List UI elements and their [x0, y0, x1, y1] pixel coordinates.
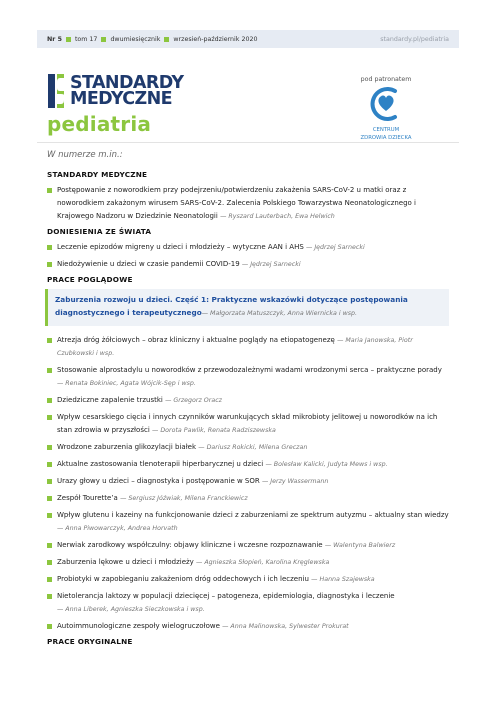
- toc-entry[interactable]: [47, 556, 449, 569]
- intro-text: W numerze m.in.:: [47, 150, 123, 160]
- header-divider: [37, 142, 459, 143]
- entry-authors: — Walentyna Balwierz: [324, 542, 396, 549]
- journal-subtitle: pediatria: [47, 112, 152, 136]
- patron-name-line-1: CENTRUM: [372, 127, 400, 133]
- toc-entry[interactable]: [47, 458, 449, 471]
- toc-entry[interactable]: [47, 364, 449, 390]
- patronage-block: [352, 76, 420, 142]
- logo-line-2: MEDYCZNE: [70, 89, 173, 109]
- entry-title: Stosowanie alprostadylu u noworodków z przewodozależnymi wadami wrodzonymi serca – praktyczne porady: [57, 366, 442, 374]
- toc-entry[interactable]: [47, 241, 449, 254]
- toc-entry[interactable]: [47, 411, 449, 437]
- entry-authors: — Anna Malinowska, Sylwester Prokurat: [222, 623, 349, 630]
- frequency: dwumiesięcznik: [110, 35, 161, 43]
- entry-authors: — Anna Liberek, Agnieszka Sieczkowska i wsp.: [57, 606, 205, 613]
- section-title-doniesienia: DONIESIENIA ZE ŚWIATA: [47, 227, 152, 236]
- green-square-icon: [164, 37, 169, 42]
- toc-entry[interactable]: [47, 620, 449, 633]
- featured-article[interactable]: [45, 289, 449, 326]
- entry-title: Wrodzone zaburzenia glikozylacji białek: [57, 443, 197, 451]
- entry-authors: — Bolesław Kalicki, Judyta Mews i wsp.: [265, 461, 388, 468]
- issue-info: [47, 36, 257, 43]
- entry-title: Nietolerancja laktozy w populacji dziecięcej – patogeneza, epidemiologia, diagnostyka i leczenie: [57, 592, 395, 600]
- section-title-prace-oryginalne: PRACE ORYGINALNE: [47, 637, 133, 646]
- entry-authors: — Jędrzej Sarnecki: [241, 261, 301, 268]
- entry-authors: — Renata Bokiniec, Agata Wójcik-Sęp i wsp.: [57, 380, 196, 387]
- patronage-label: pod patronatem: [360, 76, 412, 83]
- entry-title: Zaburzenia lękowe u dzieci i młodzieży: [57, 558, 194, 566]
- entry-authors: — Sergiusz Jóźwiak, Milena Franckiewicz: [120, 495, 248, 502]
- entry-authors: — Ryszard Lauterbach, Ewa Helwich: [220, 213, 335, 220]
- section-title-prace-pogladowe: PRACE POGLĄDOWE: [47, 275, 133, 284]
- entry-title: Autoimmunologiczne zespoły wielogruczołowe: [57, 622, 220, 630]
- logo-wordmark: [70, 75, 183, 107]
- entry-title: Aktualne zastosowania tlenoterapii hiperbarycznej u dzieci: [57, 460, 264, 468]
- logo-line-1: STANDARDY: [70, 73, 184, 93]
- green-square-icon: [66, 37, 71, 42]
- toc-entry[interactable]: [47, 394, 449, 407]
- featured-authors: — Małgorzata Matuszczyk, Anna Wiernicka i wsp.: [201, 310, 358, 317]
- heart-logo-icon: [366, 86, 406, 122]
- logo-s-mark-icon: [48, 74, 64, 108]
- entry-title: Wpływ cesarskiego cięcia i innych czynników warunkujących skład mikrobioty jelitowej u noworodków na ich stan zdrowia w przyszłości: [57, 413, 438, 434]
- toc-entry[interactable]: [47, 258, 449, 271]
- entry-title: Probiotyki w zapobieganiu zakażeniom dróg oddechowych i ich leczeniu: [57, 575, 309, 583]
- entry-authors: — Grzegorz Oracz: [165, 397, 222, 404]
- featured-title: Zaburzenia rozwoju u dzieci. Część 1: Praktyczne wskazówki dotyczące postępowania diagnostycznego i terapeutycznego: [55, 295, 408, 317]
- toc-entry[interactable]: [47, 539, 449, 552]
- entry-authors: — Anna Piwowarczyk, Andrea Horvath: [57, 525, 178, 532]
- volume: tom 17: [74, 35, 98, 43]
- table-of-contents: [47, 150, 449, 651]
- entry-title: Zespół Tourette’a: [57, 494, 118, 502]
- entry-authors: — Dorota Pawlik, Renata Radziszewska: [152, 427, 276, 434]
- entry-authors: — Maria Janowska, Piotr Czubkowski i wsp.: [57, 337, 413, 357]
- journal-url-link[interactable]: standardy.pl/pediatria: [380, 35, 449, 43]
- entry-title: Atrezja dróg żółciowych – obraz kliniczny i aktualne poglądy na etiopatogenezę: [57, 336, 335, 344]
- issue-bar: [37, 30, 459, 48]
- toc-entry[interactable]: [47, 475, 449, 488]
- entry-title: Urazy głowy u dzieci – diagnostyka i postępowanie w SOR: [57, 477, 260, 485]
- section-title-standardy: STANDARDY MEDYCZNE: [47, 170, 148, 179]
- entry-authors: — Jędrzej Sarnecki: [306, 244, 365, 251]
- entry-authors: — Dariusz Rokicki, Milena Greczan: [198, 444, 308, 451]
- entry-title: Leczenie epizodów migreny u dzieci i młodzieży – wytyczne AAN i AHS: [57, 243, 304, 251]
- entry-authors: — Agnieszka Słopień, Karolina Kręglewska: [196, 559, 330, 566]
- entry-title: Dziedziczne zapalenie trzustki: [57, 396, 163, 404]
- entry-authors: — Hanna Szajewska: [311, 576, 375, 583]
- entry-authors: — Jerzy Wassermann: [262, 478, 329, 485]
- patron-name-line-2: ZDROWIA DZIECKA: [360, 135, 412, 141]
- entry-title: Postępowanie z noworodkiem przy podejrzeniu/potwierdzeniu zakażenia SARS-CoV-2 u matki oraz z noworodkiem zakażonym wirusem SARS-CoV-2. Zalecenia Polskiego Towarzystwa Neonatologicznego i Krajowego Nadzoru w Dziedzinie Neonatologii: [57, 186, 417, 220]
- issue-date: wrzesień-październik 2020: [173, 35, 258, 43]
- entry-title: Niedożywienie u dzieci w czasie pandemii COVID-19: [57, 260, 240, 268]
- toc-entry[interactable]: [47, 509, 449, 535]
- entry-title: Nerwiak zarodkowy współczulny: objawy kliniczne i wczesne rozpoznawanie: [57, 541, 323, 549]
- toc-entry[interactable]: [47, 334, 449, 360]
- toc-entry[interactable]: [47, 184, 449, 223]
- entry-title: Wpływ glutenu i kazeiny na funkcjonowanie dzieci z zaburzeniami ze spektrum autyzmu – aktualny stan wiedzy: [57, 511, 449, 519]
- issue-number: Nr 5: [47, 35, 62, 43]
- toc-entry[interactable]: [47, 492, 449, 505]
- toc-entry[interactable]: [47, 590, 449, 616]
- toc-entry[interactable]: [47, 441, 449, 454]
- green-square-icon: [101, 37, 106, 42]
- toc-entry[interactable]: [47, 573, 449, 586]
- journal-logo: [48, 74, 183, 108]
